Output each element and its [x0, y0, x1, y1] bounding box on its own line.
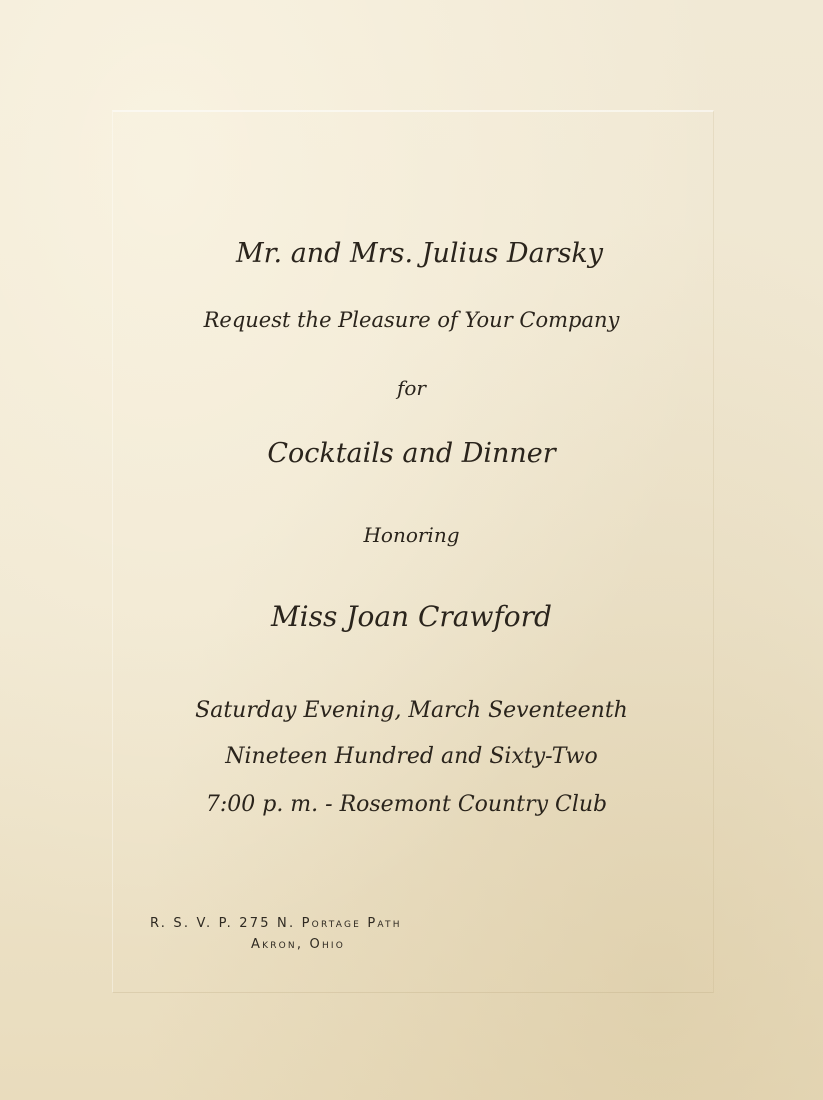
honoree-line: Miss Joan Crawford — [271, 600, 552, 633]
year-line: Nineteen Hundred and Sixty-Two — [225, 744, 598, 769]
request-line: Request the Pleasure of Your Company — [203, 308, 620, 332]
for-line: for — [396, 376, 426, 400]
rsvp-city-line: Akron, Ohio — [251, 937, 346, 952]
rsvp-address-line: R. S. V. P. 275 N. Portage Path — [150, 916, 402, 931]
time-place-line: 7:00 p. m. - Rosemont Country Club — [205, 792, 608, 817]
date-line: Saturday Evening, March Seventeenth — [195, 698, 628, 723]
honoring-line: Honoring — [363, 523, 460, 547]
hosts-line: Mr. and Mrs. Julius Darsky — [235, 238, 604, 269]
event-line: Cocktails and Dinner — [267, 438, 556, 469]
